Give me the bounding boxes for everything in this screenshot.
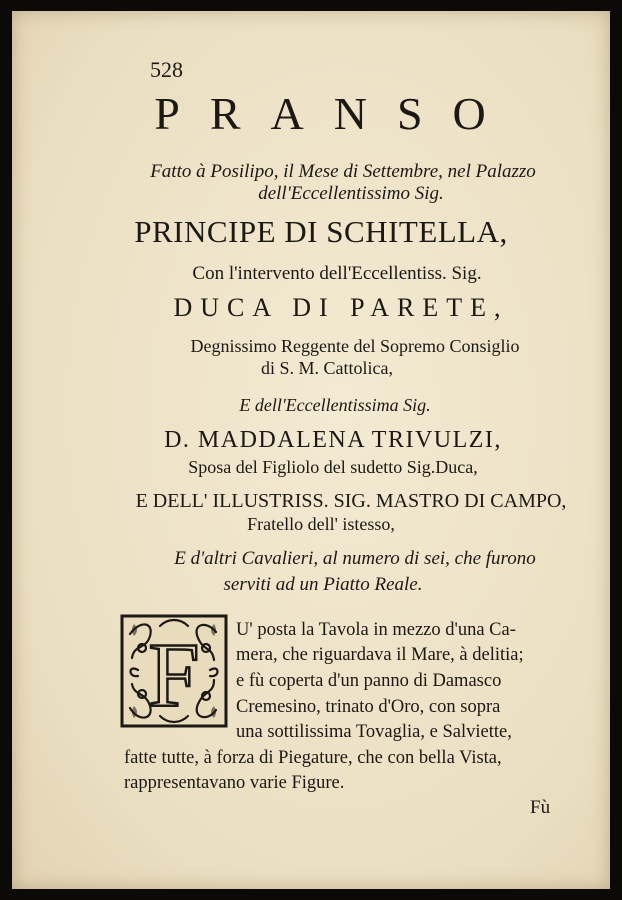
book-page xyxy=(12,11,610,889)
mastro-di-campo-line: E DELL' ILLUSTRISS. SIG. MASTRO DI CAMPO, xyxy=(135,490,567,512)
body-line-1: U' posta la Tavola in mezzo d'una Ca- xyxy=(236,620,516,640)
intervento-line: Con l'intervento dell'Eccellentiss. Sig. xyxy=(192,263,482,284)
body-line-5: una sottilissima Tovaglia, e Salviette, xyxy=(236,722,512,742)
page-number: 528 xyxy=(150,57,183,82)
host-name: PRINCIPE DI SCHITELLA, xyxy=(134,214,508,249)
body-line-4: Cremesino, trinato d'Oro, con sopra xyxy=(236,697,501,717)
body-line-7: rappresentavano varie Figure. xyxy=(124,773,345,793)
eccellentissima-line: E dell'Eccellentissima Sig. xyxy=(239,395,431,415)
body-line-3: e fù coperta d'un panno di Damasco xyxy=(236,671,502,691)
duca-desc-line-2: di S. M. Cattolica, xyxy=(261,358,393,378)
fratello-line: Fratello dell' istesso, xyxy=(247,514,395,534)
cavalieri-line-1: E d'altri Cavalieri, al numero di sei, che furono xyxy=(174,548,536,569)
body-line-6: fatte tutte, à forza di Piegature, che con bella Vista, xyxy=(124,748,502,768)
page-title: PRANSO xyxy=(154,88,516,139)
subtitle-line-2: dell'Eccellentissimo Sig. xyxy=(258,183,444,204)
body-line-2: mera, che riguardava il Mare, à delitia; xyxy=(236,645,524,665)
subtitle-line-1: Fatto à Posilipo, il Mese di Settembre, nel Palazzo xyxy=(150,161,536,182)
catchword: Fù xyxy=(530,797,551,818)
maddalena-name: D. MADDALENA TRIVULZI, xyxy=(164,427,502,453)
duca-desc-line-1: Degnissimo Reggente del Sopremo Consiglio xyxy=(190,336,520,356)
duca-name: DUCA DI PARETE, xyxy=(173,293,509,322)
cavalieri-line-2: serviti ad un Piatto Reale. xyxy=(223,574,423,595)
drop-cap-letter: F xyxy=(148,624,200,726)
drop-cap-ornament xyxy=(120,614,228,728)
maddalena-desc: Sposa del Figliolo del sudetto Sig.Duca, xyxy=(188,457,478,477)
